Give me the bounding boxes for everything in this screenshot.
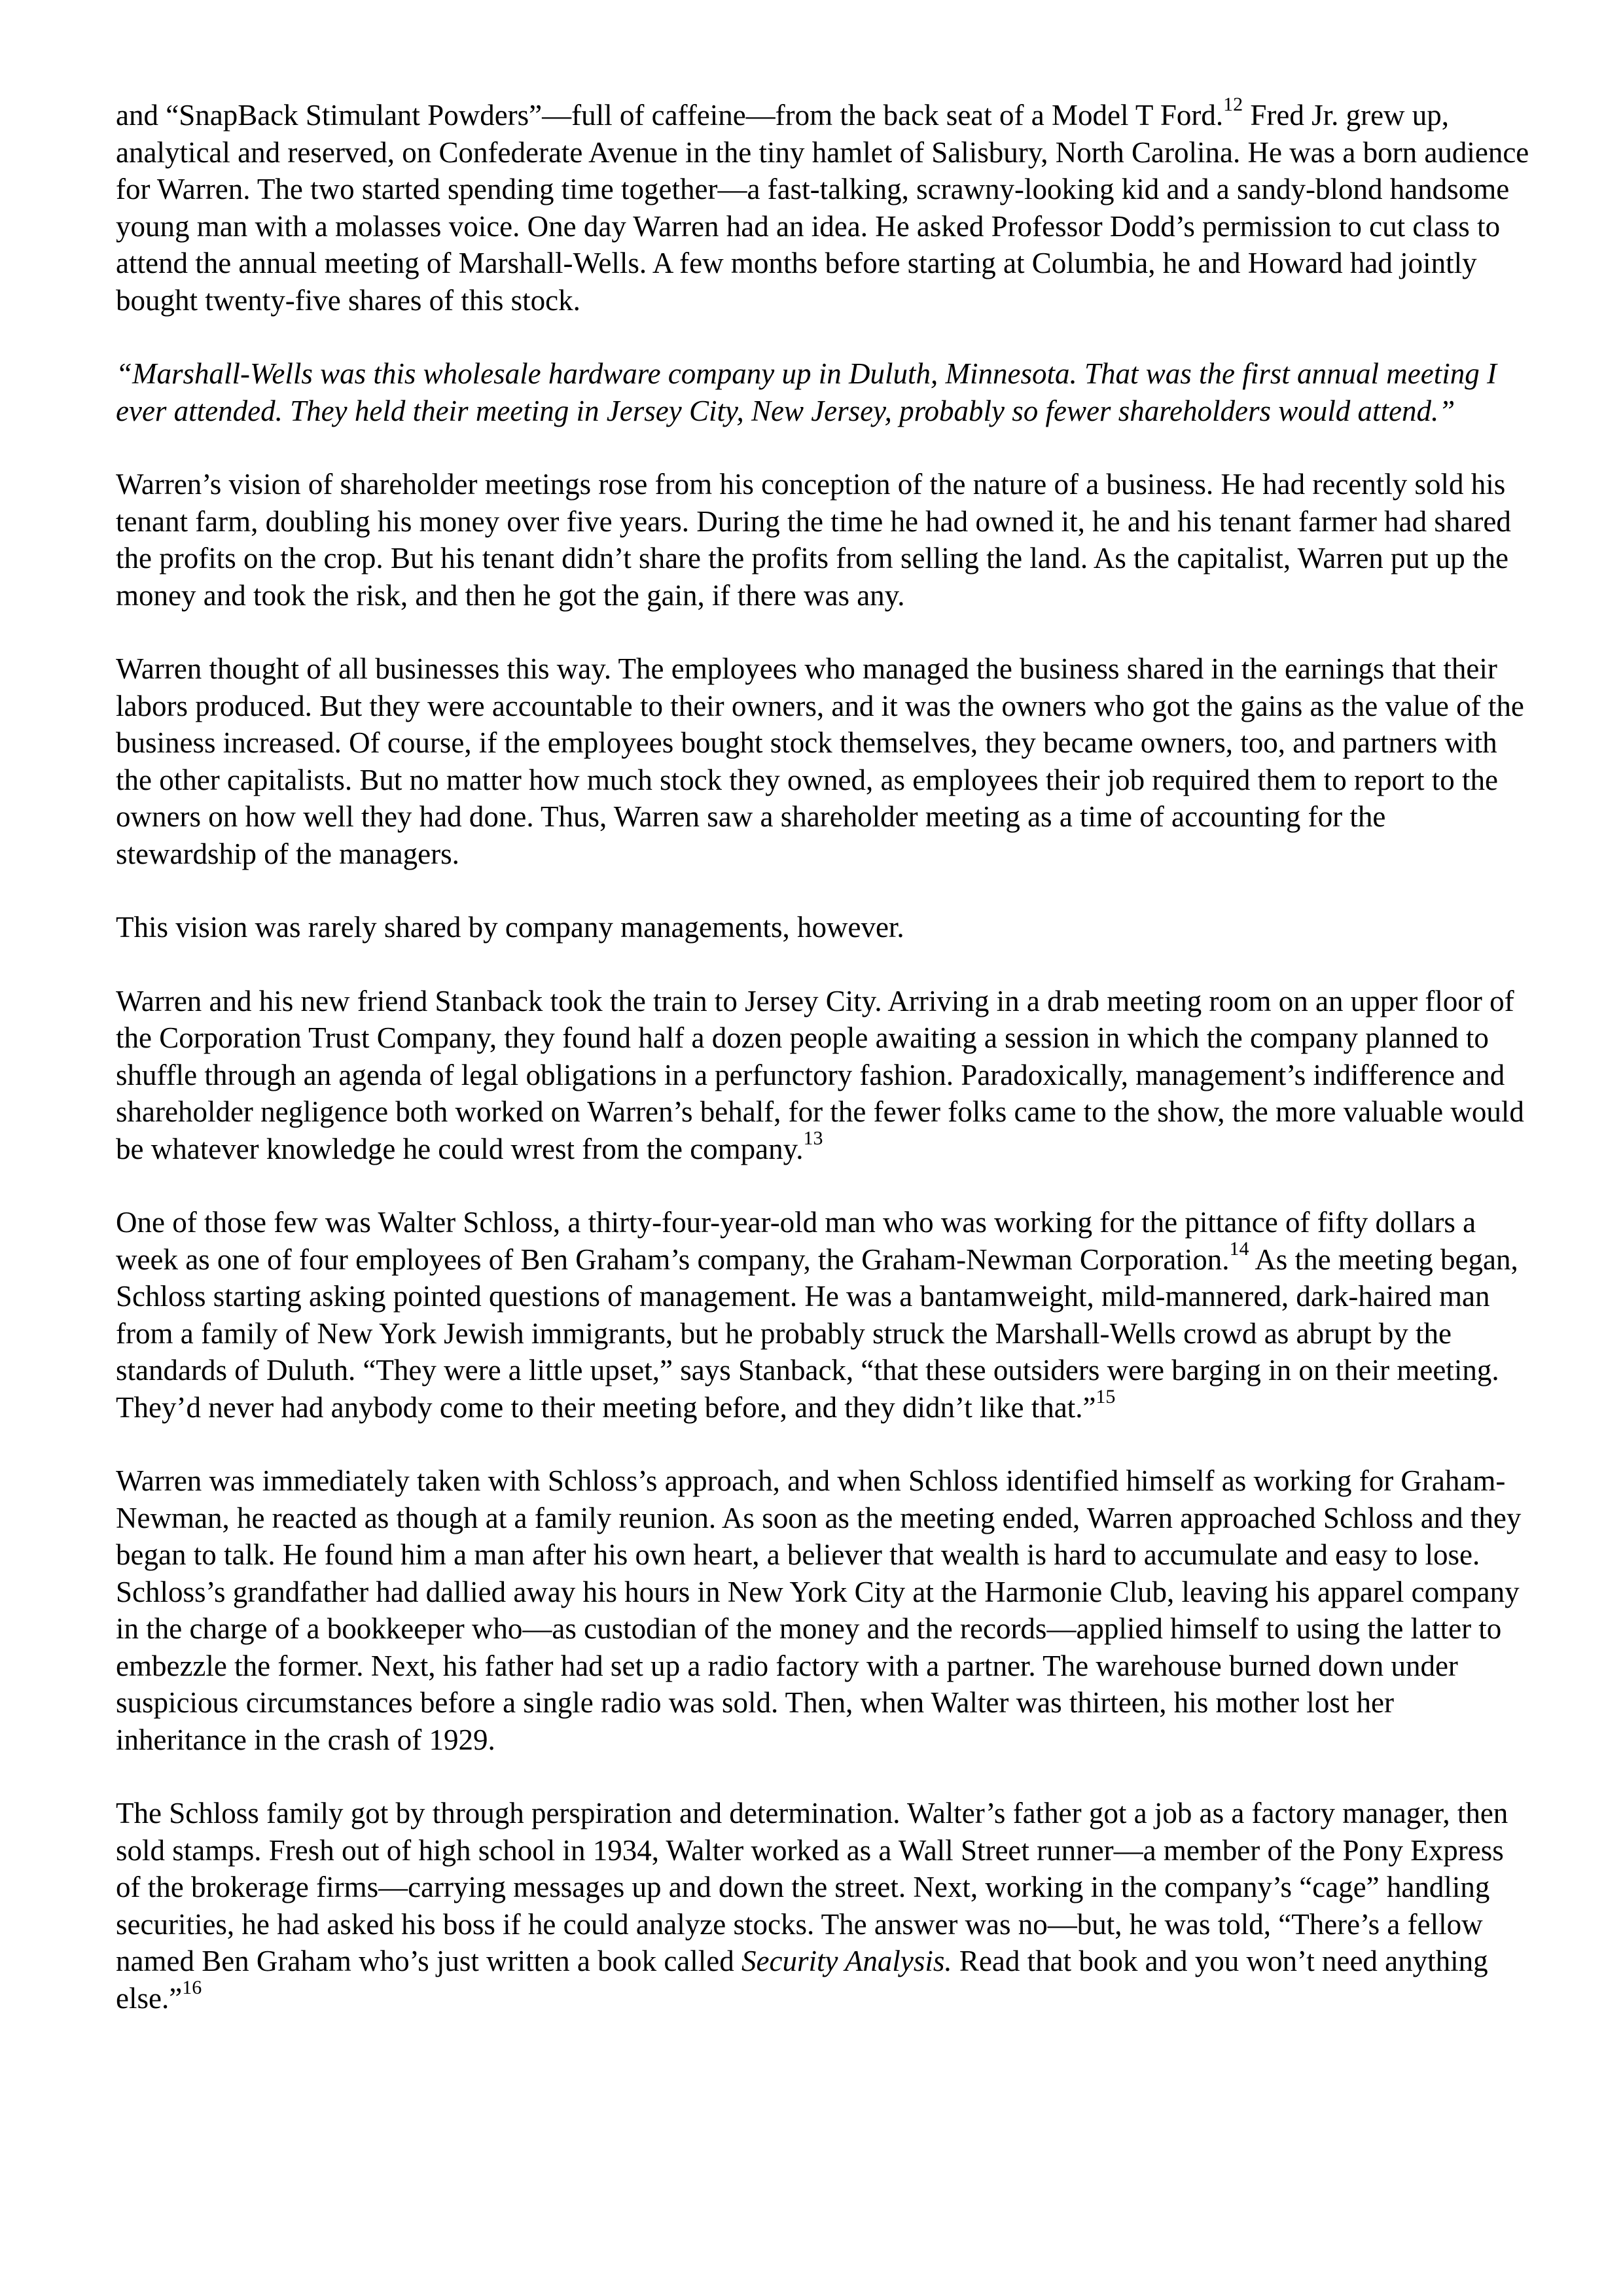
quote-text: “Marshall-Wells was this wholesale hardware company up in Duluth, Minnesota. That was the first annual meeting I ever attended. They held their meeting in Jersey City, New Jersey, probably so fewer shareholders would attend.”	[116, 357, 1497, 427]
paragraph-text: and “SnapBack Stimulant Powders”—full of caffeine—from the back seat of a Model T Ford.	[116, 99, 1224, 132]
paragraph-text: Warren’s vision of shareholder meetings rose from his conception of the nature of a business. He had recently sold his tenant farm, doubling his money over five years. During the time he had owned it, he and his tenant farmer had shared the profits on the crop. But his tenant didn’t share the profits from selling the land. As the capitalist, Warren put up the money and took the risk, and then he got the gain, if there was any.	[116, 468, 1511, 612]
quote-paragraph	[116, 355, 1529, 429]
paragraph-text: Warren thought of all businesses this way. The employees who managed the business shared in the earnings that their labors produced. But they were accountable to their owners, and it was the owners who got the gains as the value of the business increased. Of course, if the employees bought stock themselves, they became owners, too, and partners with the other capitalists. But no matter how much stock they owned, as employees their job required them to report to the owners on how well they had done. Thus, Warren saw a shareholder meeting as a time of accounting for the stewardship of the managers.	[116, 652, 1524, 870]
paragraph-text: The Schloss family got by through perspiration and determination. Walter’s father got a job as a factory manager, then sold stamps. Fresh out of high school in 1934, Walter worked as a Wall Street runner—a member of the Pony Express of the brokerage firms—carrying messages up and down the street. Next, working in the company’s “cage” handling securities, he had asked his boss if he could analyze stocks. The answer was no—but, he was told, “There’s a fellow named Ben Graham who’s just written a book called	[116, 1797, 1508, 1977]
paragraph-text: Fred Jr. grew up, analytical and reserved, on Confederate Avenue in the tiny hamlet of Salisbury, North Carolina. He was a born audience for Warren. The two started spending time together—a fast-talking, scrawny-looking kid and a sandy-blond handsome young man with a molasses voice. One day Warren had an idea. He asked Professor Dodd’s permission to cut class to attend the annual meeting of Marshall-Wells. A few months before starting at Columbia, he and Howard had jointly bought twenty-five shares of this stock.	[116, 99, 1529, 317]
paragraph-8	[116, 1462, 1529, 1758]
footnote-marker: 12	[1223, 94, 1243, 115]
paragraph-4	[116, 650, 1529, 872]
paragraph-text: This vision was rarely shared by company managements, however.	[116, 911, 904, 944]
paragraph-6	[116, 983, 1529, 1168]
footnote-marker: 13	[803, 1127, 823, 1149]
book-page	[116, 94, 1529, 2053]
paragraph-9	[116, 1795, 1529, 2017]
book-title: Security Analysis.	[741, 1945, 952, 1977]
paragraph-text: As the meeting began, Schloss starting asking pointed questions of management. He was a bantamweight, mild-mannered, dark-haired man from a family of New York Jewish immigrants, but he probably struck the Marshall-Wells crowd as abrupt by the standards of Duluth. “They were a little upset,” says Stanback, “that these outsiders were barging in on their meeting. They’d never had anybody come to their meeting before, and they didn’t like that.”	[116, 1243, 1518, 1424]
footnote-marker: 15	[1096, 1385, 1116, 1407]
paragraph-1	[116, 94, 1529, 319]
paragraph-text: Read that book and you won’t need anything else.”	[116, 1945, 1488, 2015]
footnote-marker: 16	[182, 1976, 202, 1998]
footnote-marker: 14	[1229, 1237, 1249, 1260]
paragraph-5	[116, 909, 1529, 946]
paragraph-text: One of those few was Walter Schloss, a thirty-four-year-old man who was working for the pittance of fifty dollars a week as one of four employees of Ben Graham’s company, the Graham-Newman Corporation.	[116, 1206, 1476, 1276]
paragraph-text: Warren was immediately taken with Schloss’s approach, and when Schloss identified himself as working for Graham-Newman, he reacted as though at a family reunion. As soon as the meeting ended, Warren approached Schloss and they began to talk. He found him a man after his own heart, a believer that wealth is hard to accumulate and easy to lose. Schloss’s grandfather had dallied away his hours in New York City at the Harmonie Club, leaving his apparel company in the charge of a bookkeeper who—as custodian of the money and the records—applied himself to using the latter to embezzle the former. Next, his father had set up a radio factory with a partner. The warehouse burned down under suspicious circumstances before a single radio was sold. Then, when Walter was thirteen, his mother lost her inheritance in the crash of 1929.	[116, 1464, 1522, 1756]
paragraph-7	[116, 1204, 1529, 1426]
paragraph-3	[116, 466, 1529, 614]
paragraph-text: Warren and his new friend Stanback took the train to Jersey City. Arriving in a drab meeting room on an upper floor of the Corporation Trust Company, they found half a dozen people awaiting a session in which the company planned to shuffle through an agenda of legal obligations in a perfunctory fashion. Paradoxically, management’s indifference and shareholder negligence both worked on Warren’s behalf, for the fewer folks came to the show, the more valuable would be whatever knowledge he could wrest from the company.	[116, 984, 1524, 1165]
